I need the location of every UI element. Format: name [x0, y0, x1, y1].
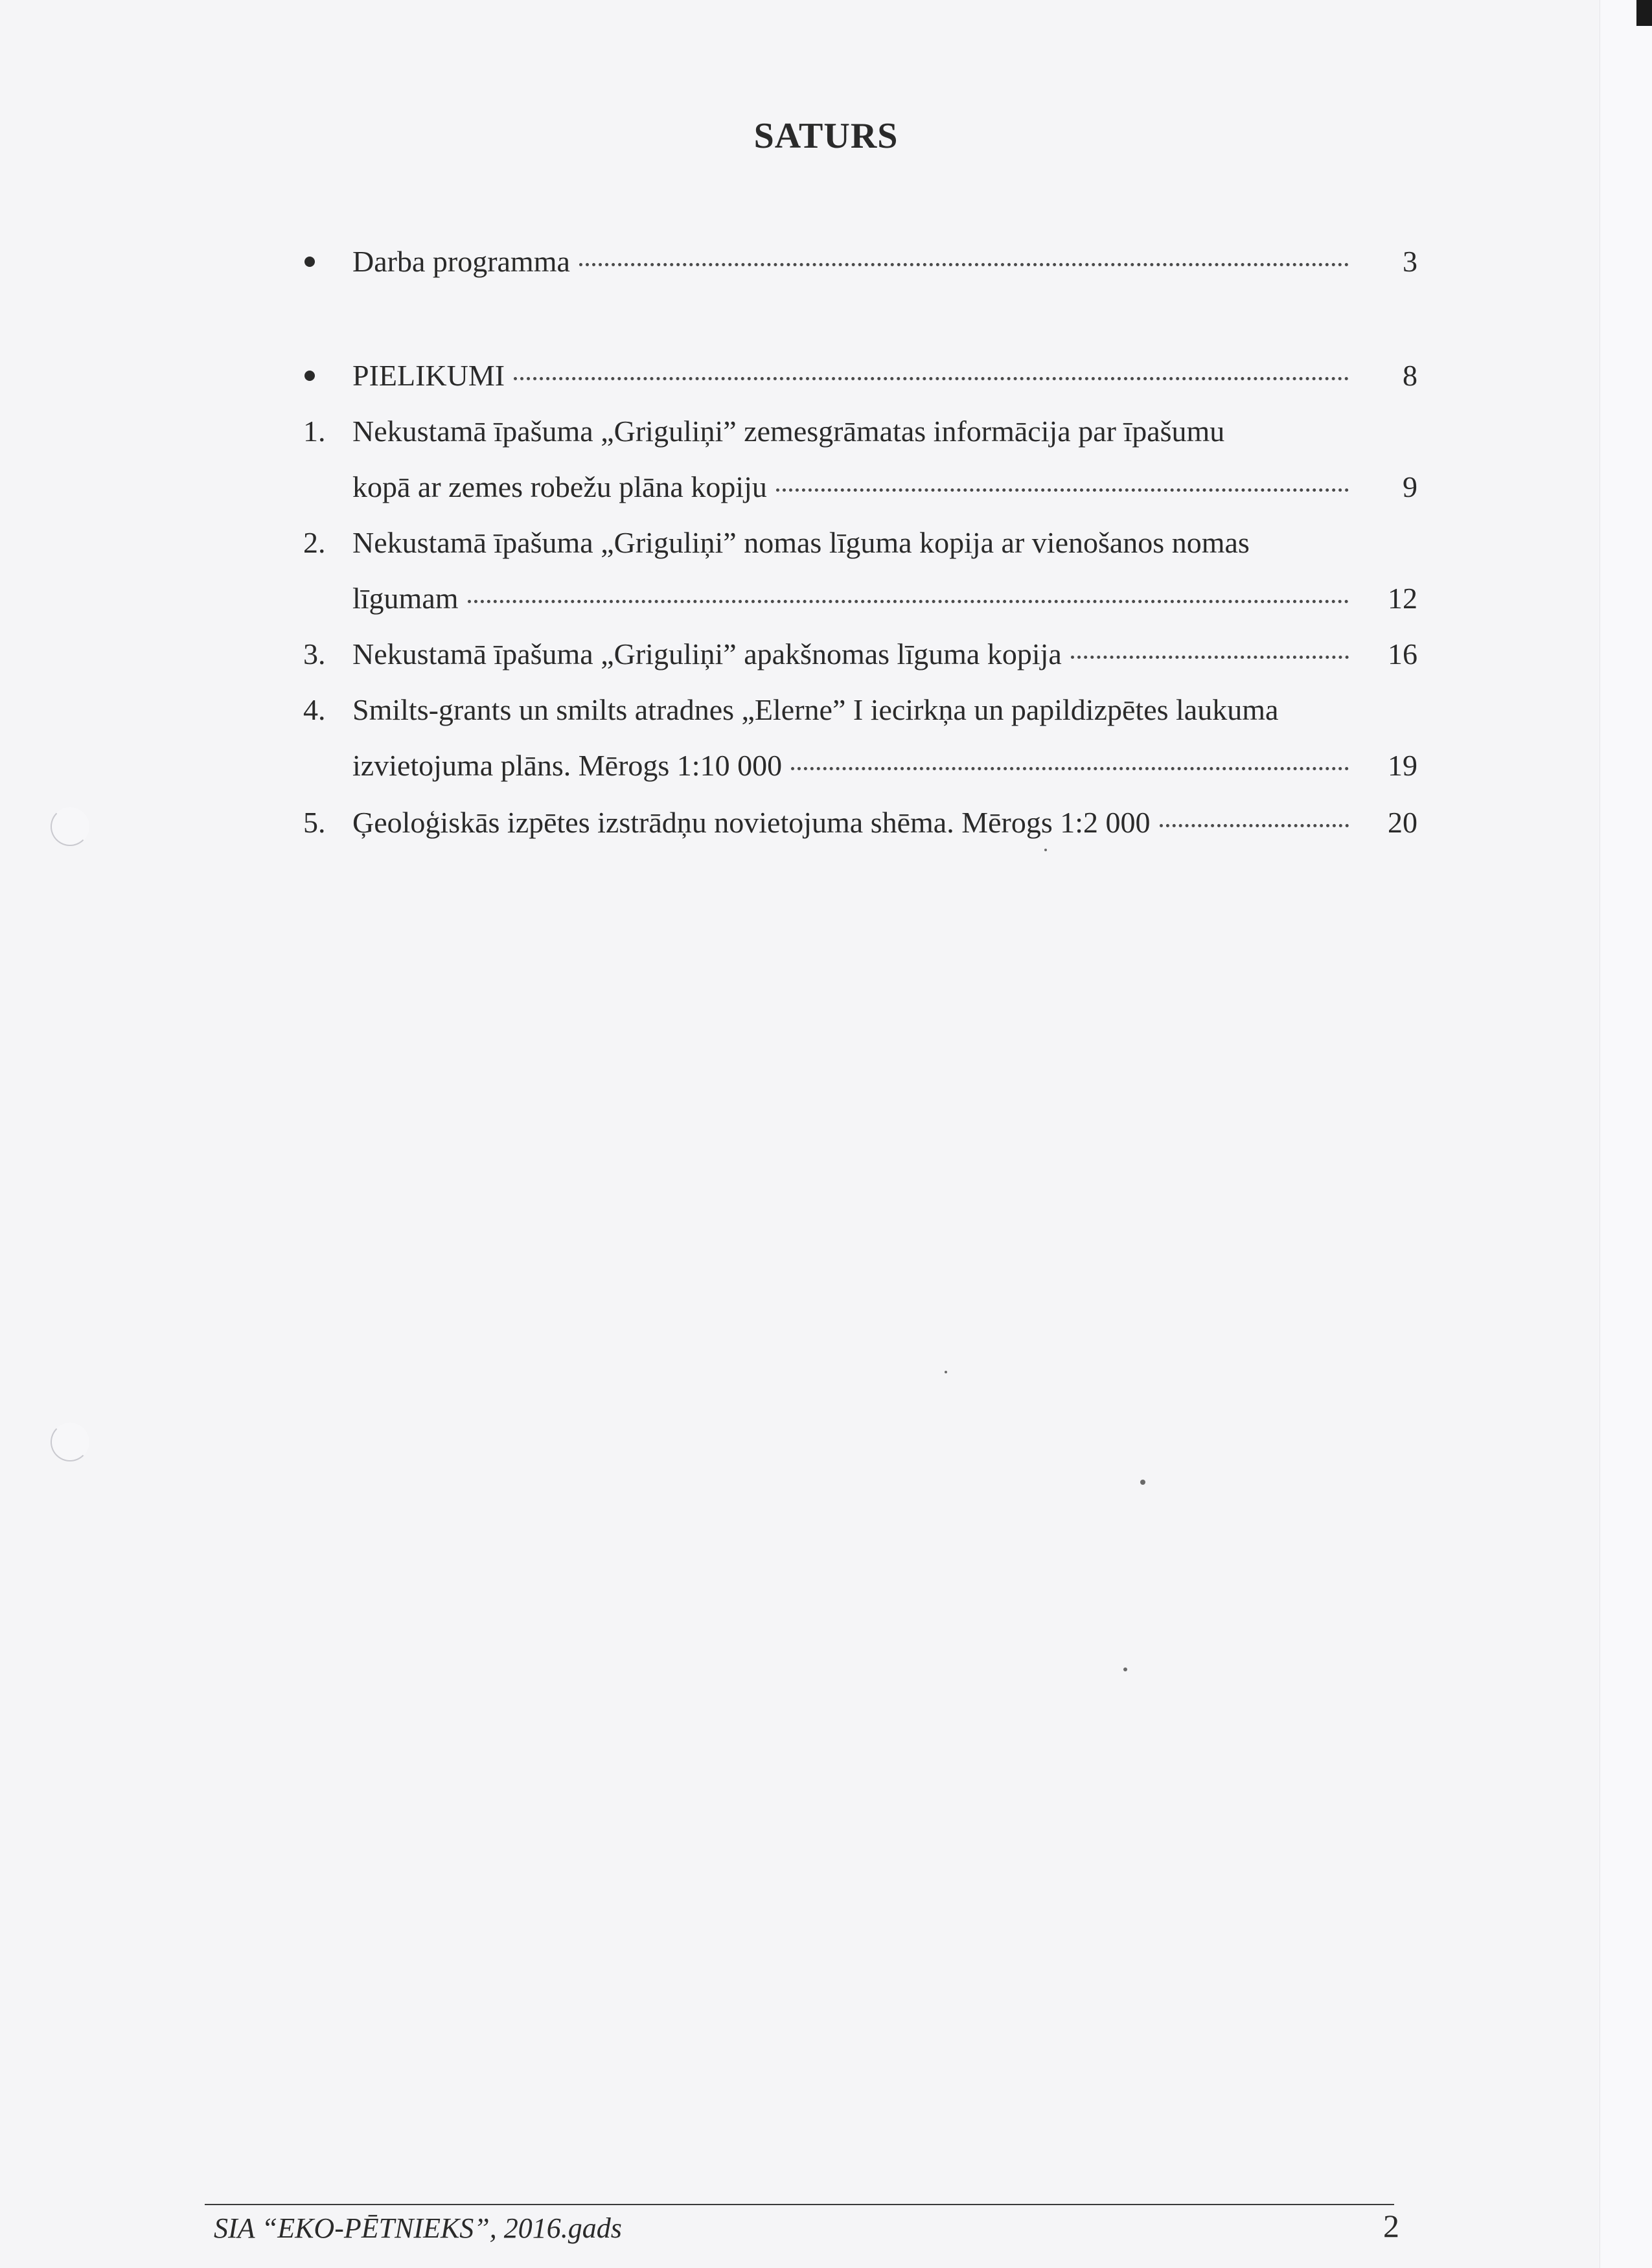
scan-speck	[945, 1371, 947, 1373]
toc-page-number: 20	[1388, 806, 1417, 839]
toc-entry-1	[303, 411, 1417, 452]
scan-speck	[1123, 1667, 1127, 1671]
toc-page-number: 9	[1403, 470, 1417, 503]
toc-page-number: 19	[1388, 749, 1417, 782]
toc-entry-text: PIELIKUMI	[352, 359, 505, 392]
page-title: SATURS	[753, 116, 899, 156]
dot-leader	[579, 263, 1349, 266]
toc-entry-text: izvietojuma plāns. Mērogs 1:10 000	[352, 749, 783, 782]
scan-speck	[1140, 1480, 1145, 1485]
punch-hole-top	[51, 807, 89, 846]
toc-entry-text: Darba programma	[352, 245, 570, 278]
toc-item-number: 4.	[303, 693, 326, 726]
punch-hole-bottom	[51, 1423, 89, 1461]
footer-page-number: 2	[1383, 2208, 1399, 2244]
footer-company: SIA “EKO-PĒTNIEKS”, 2016.gads	[214, 2212, 622, 2244]
toc-entry-darba-programma	[303, 241, 1417, 282]
dot-leader	[468, 600, 1349, 603]
toc-entry-2-continued	[303, 578, 1417, 619]
toc-entry-pielikumi	[303, 355, 1417, 396]
toc-entry-text: kopā ar zemes robežu plāna kopiju	[352, 470, 767, 503]
scan-speck	[1044, 849, 1047, 851]
page-edge-shadow	[1600, 0, 1652, 2268]
dot-leader	[1071, 656, 1349, 659]
dot-leader	[514, 377, 1349, 380]
toc-entry-4-continued	[303, 745, 1417, 786]
dot-leader	[791, 767, 1349, 770]
dot-leader	[776, 488, 1349, 492]
toc-page-number: 3	[1403, 245, 1417, 278]
toc-entry-1-continued	[303, 466, 1417, 508]
toc-entry-text: Nekustamā īpašuma „Griguliņi” zemesgrāmatas informācija par īpašumu	[352, 415, 1225, 448]
scan-corner-mark	[1636, 0, 1652, 26]
toc-entry-5	[303, 802, 1417, 843]
toc-entry-text: Nekustamā īpašuma „Griguliņi” apakšnomas līguma kopija	[352, 637, 1062, 670]
toc-item-number: 2.	[303, 526, 326, 559]
toc-entry-4	[303, 689, 1417, 731]
toc-item-number: 1.	[303, 415, 326, 448]
toc-entry-text: līgumam	[352, 582, 459, 615]
toc-entry-2	[303, 522, 1417, 564]
toc-page-number: 16	[1388, 637, 1417, 670]
dot-leader	[1160, 824, 1349, 827]
toc-item-number: 3.	[303, 637, 326, 670]
toc-page-number: 12	[1388, 582, 1417, 615]
toc-entry-text: Ģeoloģiskās izpētes izstrādņu novietojuma shēma. Mērogs 1:2 000	[352, 806, 1151, 839]
toc-entry-text: Nekustamā īpašuma „Griguliņi” nomas līguma kopija ar vienošanos nomas	[352, 526, 1250, 559]
toc-page-number: 8	[1403, 359, 1417, 392]
footer-rule	[205, 2204, 1394, 2205]
toc-entry-3	[303, 634, 1417, 675]
bullet-icon	[304, 257, 315, 267]
bullet-icon	[304, 371, 315, 381]
toc-entry-text: Smilts-grants un smilts atradnes „Elerne” I iecirkņa un papildizpētes laukuma	[352, 693, 1279, 726]
toc-item-number: 5.	[303, 806, 326, 839]
